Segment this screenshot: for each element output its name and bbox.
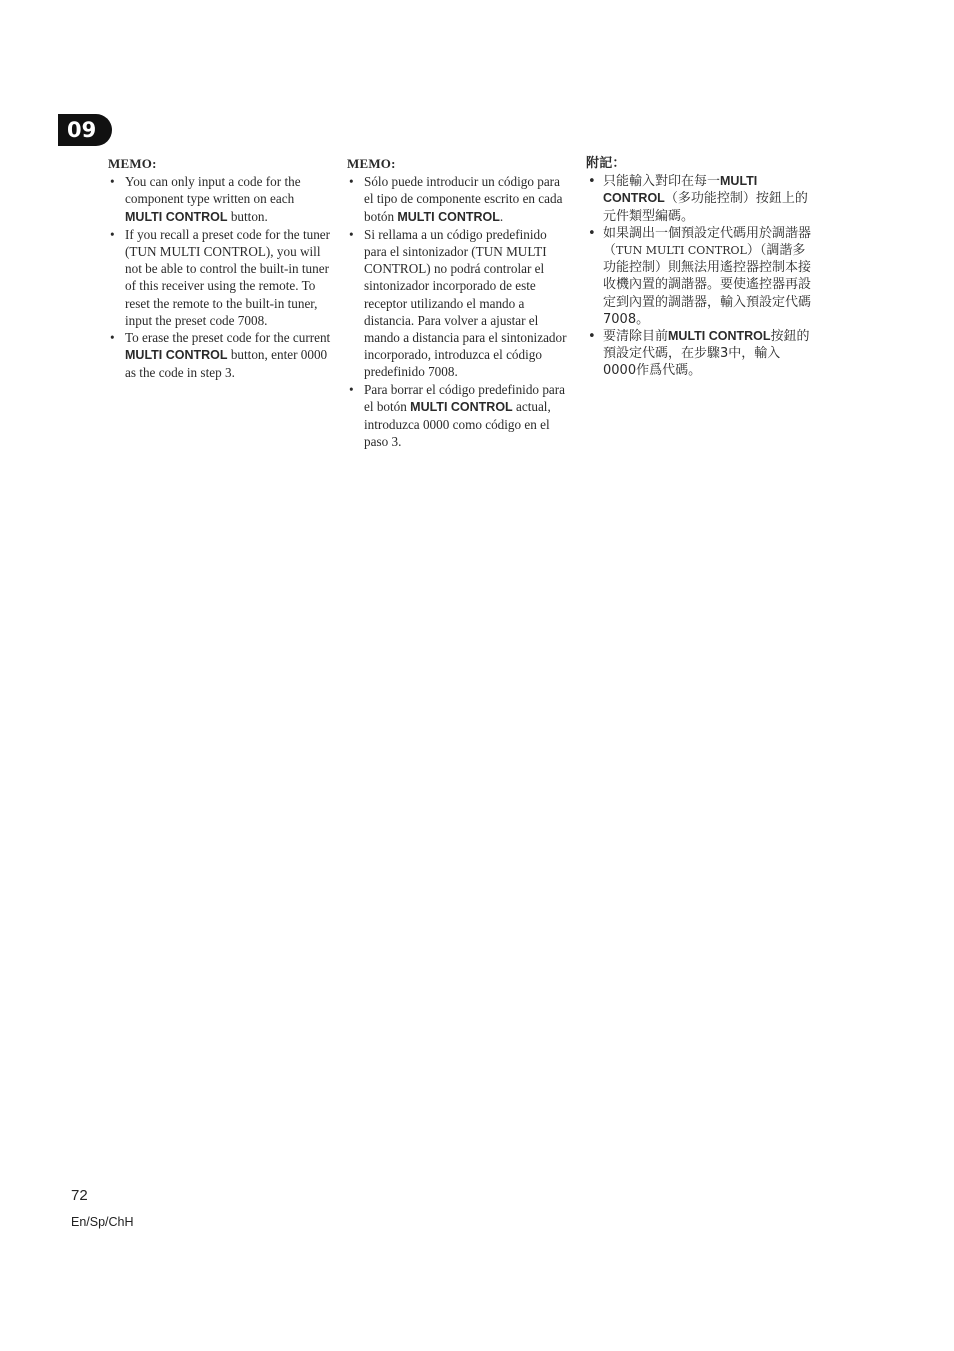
language-code: En/Sp/ChH (71, 1215, 134, 1229)
english-memo-title: MEMO: (108, 156, 157, 171)
english-memo-list (108, 173, 333, 381)
chinese-memo-list (586, 173, 811, 379)
chinese-memo-title: 附記： (586, 156, 626, 171)
english-memo-column (108, 155, 333, 382)
chinese-memo-item: • 如果調出一個預設定代碼用於調諧器（TUN MULTI CONTROL）（調諧多功能控制）則無法用遙控器控制本接收機內置的調諧器。要使遙控器再設定到內置的調諧器，輸入預設定代碼7008。 (586, 225, 811, 328)
spanish-memo-item: • Si rellama a un código predefinido para el sintonizador (TUN MULTI CONTROL) no podrá controlar el sintonizador incorporado de este receptor utilizando el mando a distancia. Para volver a ajustar el mando a distancia para el sintonizador incorporado, introduzca el código predefinido 7008. (347, 226, 572, 381)
spanish-memo-title: MEMO: (347, 156, 396, 171)
chapter-tab: 09 (58, 114, 112, 146)
chinese-memo-item: • 要清除目前MULTI CONTROL按鈕的預設定代碼，在步驟3中，輸入0000作爲代碼。 (586, 328, 811, 380)
chinese-memo-column (586, 155, 811, 380)
page-number: 72 (71, 1187, 88, 1204)
spanish-memo-item: • Sólo puede introducir un código para el tipo de componente escrito en cada botón MULTI CONTROL. (347, 173, 572, 226)
english-memo-item: • To erase the preset code for the current MULTI CONTROL button, enter 0000 as the code in step 3. (108, 329, 333, 382)
spanish-memo-item: • Para borrar el código predefinido para el botón MULTI CONTROL actual, introduzca 0000 como código en el paso 3. (347, 381, 572, 451)
spanish-memo-list (347, 173, 572, 450)
english-memo-item: • You can only input a code for the component type written on each MULTI CONTROL button. (108, 173, 333, 226)
spanish-memo-column (347, 155, 572, 450)
chinese-memo-item: • 只能輸入對印在每一MULTI CONTROL（多功能控制）按鈕上的元件類型編碼。 (586, 173, 811, 225)
english-memo-item: • If you recall a preset code for the tuner (TUN MULTI CONTROL), you will not be able to control the built-in tuner of this receiver using the remote. To reset the remote to the built-in tuner, input the preset code 7008. (108, 226, 333, 329)
